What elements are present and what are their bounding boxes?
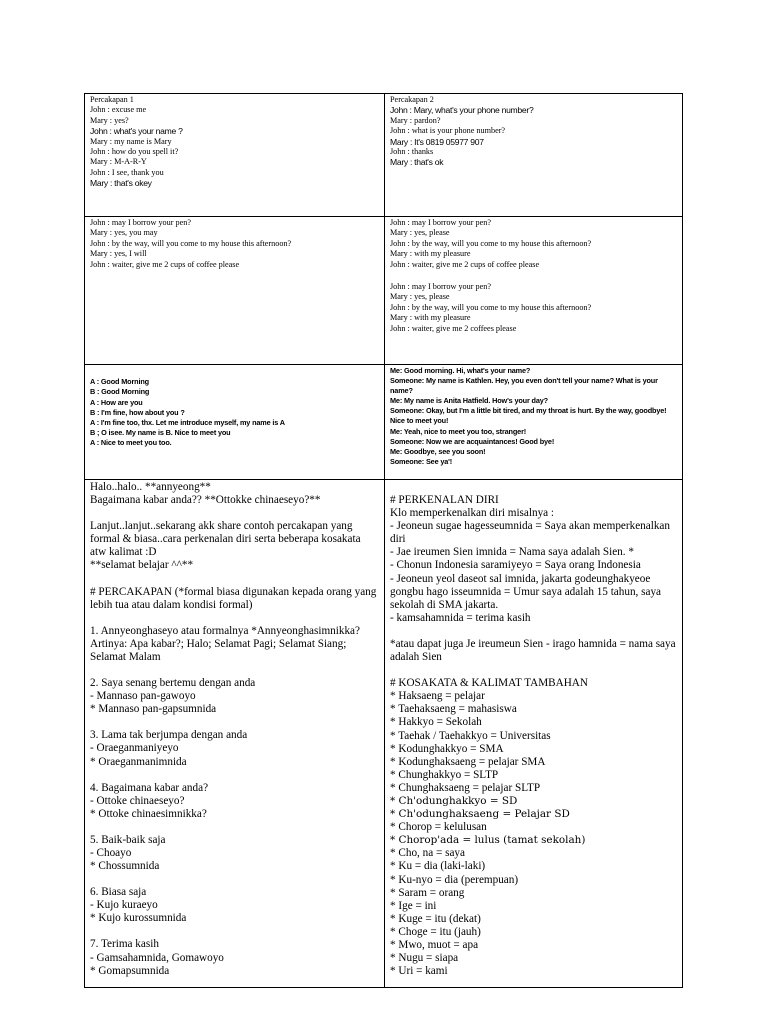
text-line: - Ottoke chinaeseyo? (90, 794, 185, 807)
text-line: - Kujo kuraeyo (90, 899, 158, 912)
text-line: 7. Terima kasih (90, 938, 159, 951)
vocab-item: * Nugu = siapa (390, 952, 459, 965)
dialog-line: B ; O isee. My name is B. Nice to meet you (90, 427, 231, 437)
cell-korean-lesson-right (385, 480, 683, 988)
spacer (90, 769, 379, 782)
dialog-line: A : Good Morning (90, 377, 149, 387)
dialog-line: Mary : yes, you may (90, 228, 158, 238)
text-line: * Ottoke chinaesimnikka? (90, 807, 207, 820)
dialog-line: John : excuse me (90, 105, 147, 115)
text-line: Bagaimana kabar anda?? **Ottokke chinaeseyo?** (90, 494, 321, 507)
vocab-item: * Kodunghakkyo = SMA (390, 742, 504, 755)
dialog-line: John : by the way, will you come to my house this afternoon? (390, 238, 592, 248)
vocab-item: * Kodunghaksaeng = pelajar SMA (390, 755, 546, 768)
dialog-line: Someone: Okay, but I'm a little bit tired, and my throat is hurt. By the way, goodbye! Nice to meet you! (390, 406, 667, 426)
vocab-item: * Chunghaksaeng = pelajar SLTP (390, 781, 541, 794)
text-line: 3. Lama tak berjumpa dengan anda (90, 729, 248, 742)
dialog-line: John : by the way, will you come to my house this afternoon? (90, 238, 292, 248)
conversation-table (84, 93, 683, 988)
vocab-item: * Chunghakkyo = SLTP (390, 768, 499, 781)
text-line: **selamat belajar ^^** (90, 559, 194, 572)
dialog-line: John : I see, thank you (90, 167, 164, 177)
vocab-item: * Choge = itu (jauh) (390, 925, 481, 938)
dialog-line: Someone: Now we are acquaintances! Good bye! (390, 436, 555, 446)
text-line: 5. Baik-baik saja (90, 833, 166, 846)
text-line: Klo memperkenalkan diri misalnya : (390, 507, 555, 520)
dialog-line: A : Nice to meet you too. (90, 437, 172, 447)
vocab-item: * Hakkyo = Sekolah (390, 716, 482, 729)
vocab-item: * Chorop'ada = lulus (tamat sekolah) (390, 834, 586, 847)
text-line: 4. Bagaimana kabar anda? (90, 781, 209, 794)
vocab-item: * Saram = orang (390, 886, 465, 899)
vocab-item: * Ch'odunghakkyo = SD (390, 794, 518, 807)
vocab-item: * Taehak / Taehakkyo = Universitas (390, 729, 551, 742)
vocab-item: * Haksaeng = pelajar (390, 690, 485, 703)
dialog-line: Mary : that's okey (90, 178, 152, 189)
spacer (390, 664, 677, 677)
spacer (390, 481, 677, 494)
cell-good-morning-left (85, 365, 385, 480)
section-heading: # KOSAKATA & KALIMAT TAMBAHAN (390, 677, 588, 690)
vocab-item: * Ku = dia (laki-laki) (390, 860, 486, 873)
text-line: 2. Saya senang bertemu dengan anda (90, 677, 256, 690)
text-line: - kamsahamnida = terima kasih (390, 611, 531, 624)
cell-borrow-pen-right (385, 217, 683, 365)
dialog-line: Me: Goodbye, see you soon! (390, 446, 486, 456)
dialog-line: Someone: My name is Kathlen. Hey, you even don't tell your name? What is your name? (390, 376, 658, 396)
vocab-item: * Ku-nyo = dia (perempuan) (390, 873, 519, 886)
dialog-line: Someone: See ya'! (390, 456, 453, 466)
dialog-line: B : Good Morning (90, 387, 150, 397)
cell-title: Percakapan 2 (390, 95, 434, 104)
cell-korean-lesson-left (85, 480, 385, 988)
vocab-item: * Taehaksaeng = mahasiswa (390, 703, 517, 716)
cell-percakapan-1 (85, 94, 385, 217)
text-line: Artinya: Apa kabar?; Halo; Selamat Pagi; Selamat Siang; Selamat Malam (90, 637, 347, 663)
dialog-line: A : How are you (90, 397, 143, 407)
dialog-line: John : may I borrow your pen? (390, 218, 491, 227)
vocab-item: * Cho, na = saya (390, 847, 465, 860)
dialog-line: B : I'm fine, how about you ? (90, 407, 185, 417)
vocab-item: * Ch'odunghaksaeng = Pelajar SD (390, 808, 570, 821)
spacer (90, 716, 379, 729)
section-heading: # PERCAKAPAN (*formal biasa digunakan kepada orang yang lebih tua atau dalam kondisi formal) (90, 585, 377, 611)
vocab-item: * Uri = kami (390, 965, 448, 978)
vocab-item: * Chorop = kelulusan (390, 821, 487, 834)
spacer (90, 573, 379, 586)
dialog-line: John : waiter, give me 2 cups of coffee please (90, 259, 240, 269)
dialog-line: John : waiter, give me 2 cups of coffee please (390, 259, 540, 269)
dialog-line: Mary : with my pleasure (390, 313, 471, 323)
spacer (90, 821, 379, 834)
dialog-line: Mary : with my pleasure (390, 249, 471, 259)
spacer (390, 625, 677, 638)
vocab-item: * Kuge = itu (dekat) (390, 912, 481, 925)
spacer (90, 507, 379, 520)
dialog-line: John : may I borrow your pen? (390, 282, 491, 292)
spacer (90, 873, 379, 886)
cell-borrow-pen-left (85, 217, 385, 365)
cell-percakapan-2 (385, 94, 683, 217)
text-line: - Gamsahamnida, Gomawoyo (90, 951, 224, 964)
dialog-line: Me: Yeah, nice to meet you too, stranger! (390, 426, 527, 436)
dialog-line: Mary : my name is Mary (90, 136, 172, 146)
spacer (90, 612, 379, 625)
dialog-line: John : Mary, what's your phone number? (390, 105, 534, 116)
dialog-line: John : thanks (390, 147, 434, 157)
dialog-line: Mary : yes, please (390, 228, 450, 238)
dialog-line: John : what's your name ? (90, 126, 183, 137)
text-line: * Gomapsumnida (90, 964, 170, 977)
cell-title: Percakapan 1 (90, 95, 134, 104)
spacer (90, 664, 379, 677)
cell-good-morning-right (385, 365, 683, 480)
dialog-line: John : by the way, will you come to my house this afternoon? (390, 302, 592, 312)
dialog-line: Mary : yes, I will (90, 249, 147, 259)
text-line: 1. Annyeonghaseyo atau formalnya *Annyeonghasimnikka? (90, 624, 360, 637)
dialog-line: Mary : yes? (90, 115, 129, 125)
text-line: * Mannaso pan-gapsumnida (90, 703, 217, 716)
dialog-line: John : how do you spell it? (90, 147, 179, 157)
dialog-line: Mary : pardon? (390, 115, 441, 125)
text-line: - Mannaso pan-gawoyo (90, 690, 196, 703)
text-line: Halo..halo.. **annyeong** (90, 481, 211, 493)
dialog-line: Me: Good morning. Hi, what's your name? (390, 366, 531, 375)
text-line: *atau dapat juga Je ireumeun Sien - irago hamnida = nama saya adalah Sien (390, 637, 676, 664)
text-line: * Chossumnida (90, 860, 160, 873)
text-line: - Jeoneun yeol daseot sal imnida, jakarta godeunghakyeoe gongbu hago isseumnida = Umur saya adalah 15 tahun, saya sekolah di SMA jakarta. (390, 572, 662, 611)
text-line: - Choayo (90, 846, 132, 859)
dialog-line: John : what is your phone number? (390, 126, 506, 136)
vocab-item: * Ige = ini (390, 899, 437, 912)
dialog-line: John : may I borrow your pen? (90, 218, 191, 227)
dialog-line: Mary : M-A-R-Y (90, 157, 147, 167)
dialog-line: Me: My name is Anita Hatfield. How's your day? (390, 396, 548, 406)
text-line: - Oraeganmaniyeyo (90, 742, 179, 755)
dialog-line: A : I'm fine too, thx. Let me introduce myself, my name is A (90, 417, 285, 427)
text-line: * Oraeganmanimnida (90, 755, 187, 768)
text-line: - Jeoneun sugae hagesseumnida = Saya akan memperkenalkan diri (390, 520, 670, 546)
dialog-line: John : waiter, give me 2 coffees please (390, 323, 517, 333)
dialog-line: Mary : yes, please (390, 292, 450, 302)
dialog-line: Mary : that's ok (390, 157, 444, 168)
text-line: * Kujo kurossumnida (90, 912, 187, 925)
dialog-line: Mary : It's 0819 05977 907 (390, 136, 484, 147)
spacer (390, 270, 677, 282)
vocab-item: * Mwo, muot = apa (390, 939, 479, 951)
spacer (90, 448, 379, 478)
spacer (90, 925, 379, 938)
text-line: - Jae ireumen Sien imnida = Nama saya adalah Sien. * (390, 546, 634, 559)
section-heading: # PERKENALAN DIRI (390, 494, 499, 506)
text-line: 6. Biasa saja (90, 886, 147, 899)
text-line: - Chonun Indonesia saramiyeyo = Saya orang Indonesia (390, 559, 641, 572)
text-line: Lanjut..lanjut..sekarang akk share contoh percakapan yang formal & biasa..cara perkenalan diri serta beberapa kosakata atw kalimat :D (90, 520, 361, 559)
